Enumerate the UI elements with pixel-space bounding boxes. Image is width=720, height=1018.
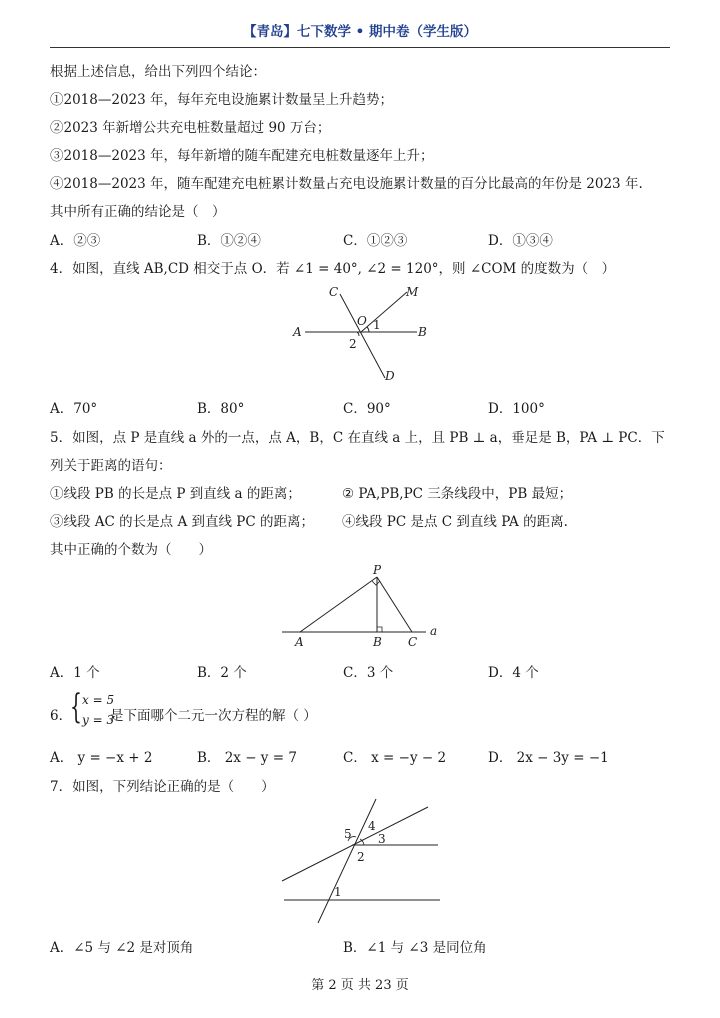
q3-statement-4: ④2018—2023 年，随车配建充电桩累计数量占充电设施累计数量的百分比最高的年份是 2023 年. [50, 176, 643, 192]
q5-segment-pa [300, 577, 377, 632]
q3-option-b[interactable]: B．①②④ [197, 233, 261, 249]
q3-statement-3: ③2018—2023 年，每年新增的随车配建充电桩数量逐年上升； [50, 148, 434, 164]
q7-label-3: 3 [378, 832, 386, 846]
q3-statement-1: ①2018—2023 年，每年充电设施累计数量呈上升趋势； [50, 92, 394, 108]
q4-label-c: C [329, 285, 339, 299]
q5-option-c[interactable]: C．3 个 [343, 665, 394, 681]
header-divider [50, 47, 670, 48]
q5-right-angle-p [372, 581, 380, 585]
q6-option-d[interactable]: D． 2x − 3y = −1 [488, 750, 609, 766]
q4-label-a: A [293, 325, 302, 339]
q6-stem: 是下面哪个二元一次方程的解（ ） [110, 708, 317, 724]
q6-option-c[interactable]: C． x = −y − 2 [343, 750, 447, 766]
q5-figure [280, 562, 450, 650]
q4-option-d[interactable]: D．100° [488, 401, 545, 417]
q3-question: 其中所有正确的结论是（ ） [50, 204, 226, 220]
q5-segment-pc [377, 577, 412, 632]
q4-option-a[interactable]: A．70° [50, 401, 98, 417]
q4-label-2: 2 [349, 337, 357, 351]
q7-option-a[interactable]: A．∠5 与 ∠2 是对顶角 [50, 940, 194, 956]
q5-label-b: B [373, 635, 382, 649]
q5-label-a: A [295, 635, 304, 649]
q6-equation-2: y = 3 [82, 713, 115, 727]
q3-option-a[interactable]: A．②③ [50, 233, 101, 249]
q4-line-cd [340, 294, 385, 378]
q5-label-c: C [408, 635, 418, 649]
q5-statement-3: ③线段 AC 的长是点 A 到直线 PC 的距离； [50, 514, 314, 530]
q4-label-b: B [418, 325, 427, 339]
q7-option-b[interactable]: B．∠1 与 ∠3 是同位角 [343, 940, 487, 956]
q6-system-brace: { [70, 687, 82, 727]
q4-ray-om [361, 292, 407, 332]
q4-angle2-arc [357, 332, 359, 336]
q5-right-angle-b [377, 627, 382, 632]
q6-number: 6． [50, 708, 73, 724]
q5-statement-4: ④线段 PC 是点 C 到直线 PA 的距离. [342, 514, 568, 530]
q3-statement-2: ②2023 年新增公共充电桩数量超过 90 万台； [50, 120, 331, 136]
q5-option-d[interactable]: D．4 个 [488, 665, 539, 681]
q7-label-2: 2 [357, 850, 365, 864]
q3-intro: 根据上述信息，给出下列四个结论： [50, 64, 266, 80]
q4-stem: 4．如图，直线 AB,CD 相交于点 O．若 ∠1 = 40°, ∠2 = 120°，则 ∠COM 的度数为（ ） [50, 261, 616, 277]
q5-question: 其中正确的个数为（ ） [50, 542, 212, 558]
q5-option-a[interactable]: A．1 个 [50, 665, 100, 681]
q5-statement-2: ② PA,PB,PC 三条线段中，PB 最短； [342, 486, 573, 502]
q7-stem: 7．如图，下列结论正确的是（ ） [50, 779, 275, 795]
q5-statement-1: ①线段 PB 的长是点 P 到直线 a 的距离； [50, 486, 301, 502]
page-header-title: 【青岛】七下数学 • 期中卷（学生版） [242, 24, 478, 40]
q7-transversal-b [318, 799, 376, 923]
q3-option-d[interactable]: D．①③④ [488, 233, 553, 249]
q5-stem-line-1: 5．如图，点 P 是直线 a 外的一点，点 A，B，C 在直线 a 上，且 PB ⊥ a，垂足是 B，PA ⊥ PC．下 [50, 430, 665, 446]
q6-option-a[interactable]: A． y = −x + 2 [50, 750, 153, 766]
q3-option-c[interactable]: C．①②③ [343, 233, 408, 249]
q6-equation-1: x = 5 [82, 693, 115, 707]
q4-label-1: 1 [373, 318, 381, 332]
q4-option-b[interactable]: B．80° [197, 401, 245, 417]
q7-figure [278, 795, 448, 930]
q4-option-c[interactable]: C．90° [343, 401, 391, 417]
q5-option-b[interactable]: B．2 个 [197, 665, 247, 681]
q7-label-1: 1 [334, 885, 342, 899]
q4-angle1-arc [367, 327, 369, 332]
q4-label-m: M [406, 285, 419, 299]
q5-stem-line-2: 列关于距离的语句： [50, 458, 172, 474]
page-number-footer: 第 2 页 共 23 页 [311, 978, 409, 993]
q7-label-5: 5 [344, 827, 352, 841]
q5-label-p: P [373, 563, 382, 577]
q5-label-line-a: a [430, 624, 438, 638]
q4-figure [285, 280, 445, 388]
q4-label-d: D [385, 369, 395, 383]
q6-option-b[interactable]: B． 2x − y = 7 [197, 750, 297, 766]
q4-label-o: O [357, 314, 367, 328]
q7-label-4: 4 [368, 819, 376, 833]
